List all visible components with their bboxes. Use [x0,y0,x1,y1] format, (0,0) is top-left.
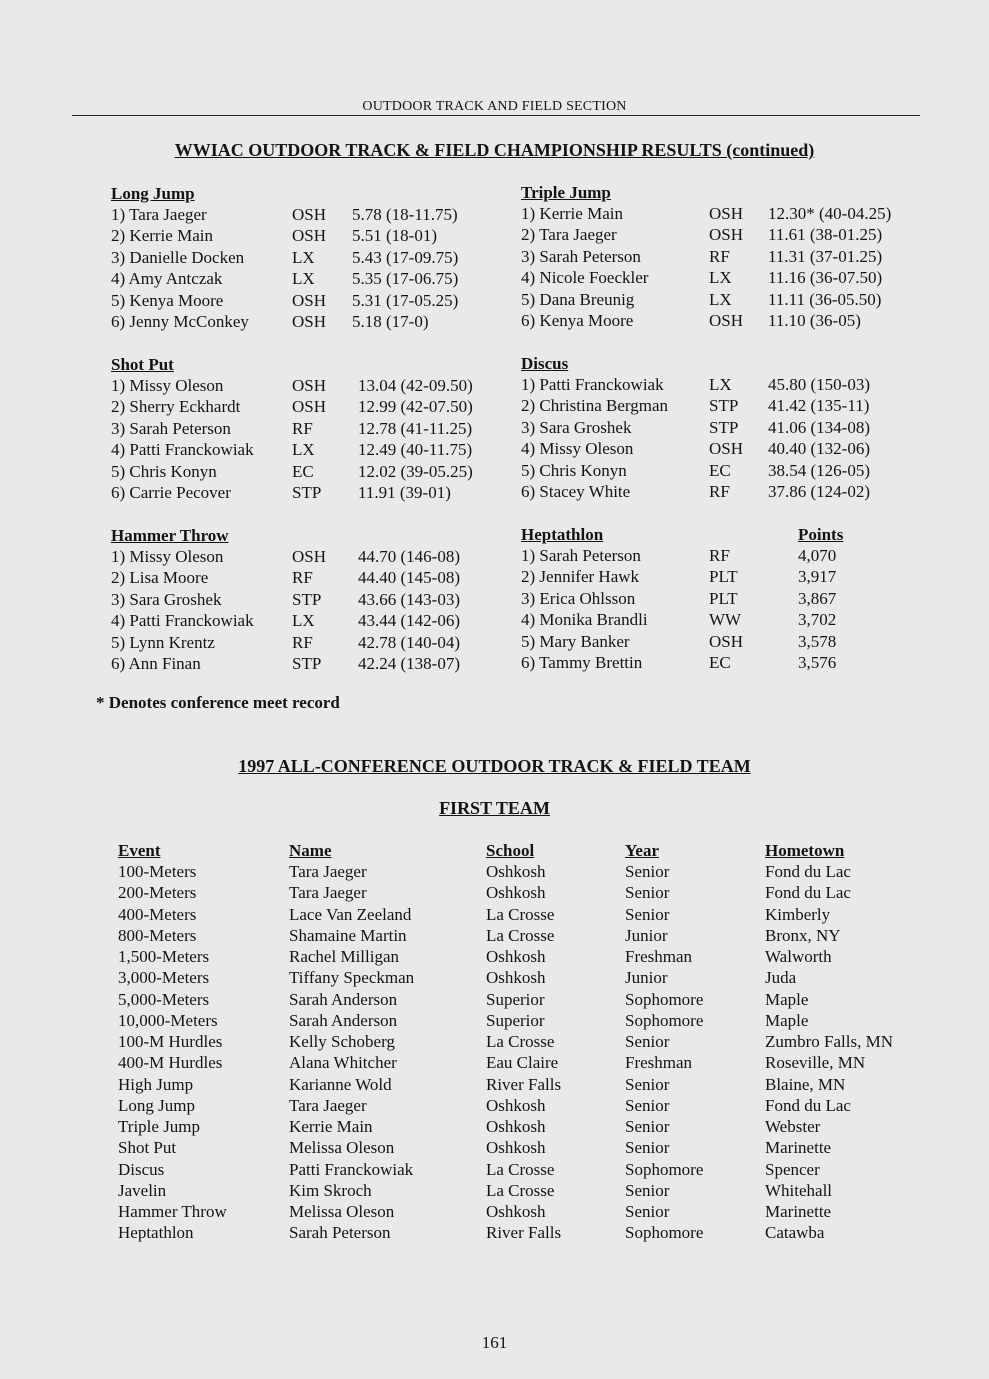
result-row [521,567,921,588]
result-place: 4) Nicole Foeckler [521,268,649,288]
result-row [111,440,511,461]
result-row [521,204,921,225]
result-mark: 11.16 (36-07.50) [768,268,883,288]
result-place: 1) Missy Oleson [111,547,224,566]
cell-hometown: Fond du Lac [765,862,851,881]
cell-year: Senior [625,1180,670,1200]
result-school: RF [709,482,730,501]
result-mark: 11.31 (37-01.25) [768,246,883,266]
cell-school: Oshkosh [486,1138,546,1158]
result-place: 2) Sherry Eckhardt [111,397,241,417]
result-mark: 43.44 (142-06) [358,611,460,631]
triple-jump-heading: Triple Jump [521,183,611,202]
discus-heading: Discus [521,354,569,373]
result-school: RF [292,632,313,652]
table-row [0,862,989,883]
result-mark: 12.30* (40-04.25) [768,204,892,223]
result-mark: 42.24 (138-07) [358,654,460,673]
result-place: 6) Kenya Moore [521,311,634,330]
result-school: STP [292,654,322,673]
result-row [521,375,921,396]
result-row [521,418,921,439]
result-row [521,653,921,674]
result-mark: 12.99 (42-07.50) [358,397,473,417]
result-mark: 5.43 (17-09.75) [352,247,459,267]
cell-name: Kerrie Main [289,1117,373,1136]
result-place: 5) Lynn Krentz [111,632,215,652]
cell-year: Sophomore [625,1010,704,1030]
result-school: OSH [709,311,744,330]
cell-year: Sophomore [625,989,704,1009]
table-row [0,1138,989,1159]
result-place: 2) Lisa Moore [111,568,209,588]
result-school: LX [709,289,732,309]
cell-event: 100-M Hurdles [118,1032,223,1051]
cell-school: Superior [486,1010,545,1030]
record-footnote: * Denotes conference meet record [96,693,340,712]
result-place: 1) Patti Franckowiak [521,375,664,394]
column-header-school: School [486,841,535,860]
cell-hometown: Marinette [765,1202,832,1221]
table-row [0,947,989,968]
result-place: 4) Patti Franckowiak [111,440,254,460]
cell-event: Heptathlon [118,1223,194,1243]
cell-hometown: Walworth [765,947,832,966]
cell-name: Patti Franckowiak [289,1159,414,1179]
result-place: 6) Carrie Pecover [111,483,231,502]
result-mark: 11.11 (36-05.50) [768,289,882,309]
result-mark: 38.54 (126-05) [768,460,870,480]
result-place: 2) Kerrie Main [111,226,213,246]
result-mark: 5.78 (18-11.75) [352,205,458,224]
cell-hometown: Catawba [765,1223,825,1243]
result-mark: 44.40 (145-08) [358,568,460,588]
cell-year: Senior [625,1117,670,1136]
cell-name: Karianne Wold [289,1074,392,1094]
result-place: 2) Christina Bergman [521,396,668,416]
result-mark: 5.35 (17-06.75) [352,269,459,289]
result-mark: 12.02 (39-05.25) [358,461,473,481]
result-row [521,610,921,631]
table-row [0,926,989,947]
result-place: 1) Kerrie Main [521,204,623,223]
result-row [111,312,511,333]
cell-event: Shot Put [118,1138,177,1158]
cell-event: Hammer Throw [118,1202,227,1221]
result-mark: 5.18 (17-0) [352,312,429,331]
cell-year: Junior [625,925,668,945]
result-school: LX [709,268,732,288]
cell-year: Senior [625,883,670,903]
cell-name: Melissa Oleson [289,1138,395,1158]
cell-school: Oshkosh [486,947,546,966]
cell-school: River Falls [486,1074,562,1094]
cell-hometown: Maple [765,1010,809,1030]
cell-name: Tara Jaeger [289,1095,367,1115]
result-place: 4) Amy Antczak [111,269,223,289]
cell-school: Oshkosh [486,862,546,881]
result-mark: 3,578 [798,631,837,651]
section-header: OUTDOOR TRACK AND FIELD SECTION [362,99,627,114]
result-row [521,632,921,653]
cell-hometown: Kimberly [765,904,831,924]
table-row [0,968,989,989]
cell-name: Sarah Anderson [289,1010,398,1030]
shot-put-heading: Shot Put [111,355,174,374]
cell-name: Melissa Oleson [289,1202,395,1221]
cell-school: Eau Claire [486,1053,559,1073]
page-number: 161 [481,1333,508,1352]
result-mark: 5.51 (18-01) [352,226,437,246]
result-row [111,633,511,654]
result-row [111,248,511,269]
cell-name: Sarah Peterson [289,1223,391,1243]
result-mark: 40.40 (132-06) [768,439,870,459]
result-mark: 41.06 (134-08) [768,417,870,437]
cell-school: Oshkosh [486,1202,546,1221]
result-row [111,483,511,504]
cell-year: Senior [625,1095,670,1115]
result-place: 2) Tara Jaeger [521,225,617,245]
result-school: STP [292,483,322,502]
cell-name: Lace Van Zeeland [289,904,412,924]
cell-school: Oshkosh [486,1117,546,1136]
result-row [521,311,921,332]
all-conference-title: 1997 ALL-CONFERENCE OUTDOOR TRACK & FIELD TEAM [238,756,751,776]
cell-school: La Crosse [486,925,555,945]
cell-school: La Crosse [486,1159,555,1179]
result-row [111,269,511,290]
result-mark: 3,702 [798,610,837,630]
result-place: 3) Danielle Docken [111,247,245,267]
result-row [521,589,921,610]
result-place: 5) Kenya Moore [111,290,224,310]
result-mark: 3,917 [798,567,837,587]
result-school: RF [292,418,313,438]
result-place: 6) Stacey White [521,482,631,501]
first-team-heading: FIRST TEAM [439,798,550,818]
result-row [111,462,511,483]
cell-school: Superior [486,989,545,1009]
result-mark: 3,576 [798,653,837,672]
cell-school: La Crosse [486,1180,555,1200]
result-row [111,291,511,312]
cell-hometown: Maple [765,989,809,1009]
result-place: 1) Missy Oleson [111,376,224,395]
result-school: PLT [709,567,738,587]
cell-year: Junior [625,968,668,988]
hammer-throw-heading: Hammer Throw [111,526,229,545]
result-place: 5) Chris Konyn [111,461,217,481]
result-school: LX [292,269,315,289]
column-header-hometown: Hometown [765,841,845,860]
result-school: STP [292,589,322,609]
result-place: 3) Sara Groshek [111,589,222,609]
cell-name: Kelly Schoberg [289,1032,395,1051]
result-school: OSH [292,312,327,331]
result-row [111,419,511,440]
result-mark: 11.10 (36-05) [768,311,861,330]
cell-event: 800-Meters [118,925,197,945]
result-school: WW [709,610,742,630]
table-row [0,1160,989,1181]
result-place: 4) Missy Oleson [521,439,634,459]
result-mark: 44.70 (146-08) [358,547,460,566]
result-mark: 43.66 (143-03) [358,589,460,609]
cell-year: Senior [625,904,670,924]
result-school: OSH [709,439,744,459]
result-school: OSH [292,226,327,246]
result-mark: 12.49 (40-11.75) [358,440,473,460]
result-row [521,396,921,417]
table-row [0,1181,989,1202]
cell-school: Oshkosh [486,883,546,903]
cell-name: Shamaine Martin [289,925,407,945]
table-row [0,1223,989,1244]
table-row [0,1011,989,1032]
table-row [0,1053,989,1074]
result-row [111,547,511,568]
result-row [111,654,511,675]
result-school: OSH [292,290,327,310]
result-row [521,461,921,482]
result-mark: 42.78 (140-04) [358,632,460,652]
cell-hometown: Bronx, NY [765,925,841,945]
page-title: WWIAC OUTDOOR TRACK & FIELD CHAMPIONSHIP RESULTS (continued) [174,140,815,160]
table-row [0,1202,989,1223]
cell-name: Tiffany Speckman [289,968,415,988]
cell-school: Oshkosh [486,1095,546,1115]
cell-year: Sophomore [625,1159,704,1179]
column-header-name: Name [289,841,332,860]
cell-name: Rachel Milligan [289,947,400,966]
column-header-year: Year [625,841,659,860]
result-mark: 3,867 [798,588,837,608]
cell-year: Senior [625,1202,670,1221]
header-divider [72,115,920,116]
result-school: OSH [292,397,327,417]
result-place: 6) Tammy Brettin [521,653,643,672]
cell-year: Freshman [625,947,693,966]
cell-event: 200-Meters [118,883,197,903]
result-row [111,611,511,632]
result-place: 1) Tara Jaeger [111,205,207,224]
result-school: EC [709,460,731,480]
cell-hometown: Blaine, MN [765,1074,846,1094]
points-heading: Points [798,525,844,544]
cell-year: Sophomore [625,1223,704,1243]
cell-year: Senior [625,1138,670,1158]
result-school: LX [709,375,732,394]
result-row [111,568,511,589]
cell-event: 3,000-Meters [118,968,210,988]
cell-school: Oshkosh [486,968,546,988]
result-school: OSH [292,205,327,224]
cell-hometown: Marinette [765,1138,832,1158]
cell-school: River Falls [486,1223,562,1243]
cell-event: 5,000-Meters [118,989,210,1009]
result-row [521,546,921,567]
long-jump-heading: Long Jump [111,184,195,203]
result-place: 5) Chris Konyn [521,460,627,480]
cell-name: Sarah Anderson [289,989,398,1009]
cell-event: Triple Jump [118,1117,201,1136]
cell-school: La Crosse [486,904,555,924]
table-row [0,990,989,1011]
cell-hometown: Juda [765,968,797,988]
cell-event: 400-M Hurdles [118,1053,223,1073]
result-place: 1) Sarah Peterson [521,546,641,565]
cell-event: 400-Meters [118,904,197,924]
cell-event: Discus [118,1159,165,1179]
result-school: STP [709,396,739,416]
result-row [111,226,511,247]
result-school: OSH [709,225,744,245]
result-school: RF [292,568,313,588]
result-mark: 4,070 [798,546,837,565]
cell-event: 1,500-Meters [118,947,210,966]
result-mark: 37.86 (124-02) [768,482,870,501]
cell-year: Senior [625,1074,670,1094]
result-school: LX [292,247,315,267]
cell-event: 10,000-Meters [118,1010,218,1030]
result-school: EC [709,653,731,672]
result-mark: 5.31 (17-05.25) [352,290,459,310]
cell-event: Long Jump [118,1095,195,1115]
result-mark: 11.91 (39-01) [358,483,451,502]
cell-name: Tara Jaeger [289,883,367,903]
cell-hometown: Whitehall [765,1180,833,1200]
result-school: OSH [292,547,327,566]
result-place: 6) Ann Finan [111,654,201,673]
result-place: 5) Mary Banker [521,631,630,651]
result-place: 2) Jennifer Hawk [521,567,640,587]
result-school: LX [292,440,315,460]
result-mark: 13.04 (42-09.50) [358,376,473,395]
table-row [0,1117,989,1138]
cell-name: Alana Whitcher [289,1053,397,1073]
table-row [0,1032,989,1053]
cell-event: Javelin [118,1180,167,1200]
cell-year: Senior [625,1032,670,1051]
result-school: RF [709,246,730,266]
result-row [521,247,921,268]
result-place: 4) Patti Franckowiak [111,611,254,631]
result-place: 3) Sara Groshek [521,417,632,437]
result-school: LX [292,611,315,631]
result-school: PLT [709,588,738,608]
result-school: STP [709,417,739,437]
cell-name: Kim Skroch [289,1180,372,1200]
cell-name: Tara Jaeger [289,862,367,881]
result-place: 4) Monika Brandli [521,610,648,630]
table-row [0,1096,989,1117]
result-place: 3) Sarah Peterson [111,418,231,438]
cell-school: La Crosse [486,1032,555,1051]
heptathlon-heading: Heptathlon [521,525,604,544]
result-row [111,590,511,611]
table-row [0,1075,989,1096]
result-place: 5) Dana Breunig [521,289,635,309]
result-mark: 41.42 (135-11) [768,396,870,416]
cell-event: High Jump [118,1074,194,1094]
result-mark: 11.61 (38-01.25) [768,225,883,245]
table-row [0,905,989,926]
result-row [111,397,511,418]
result-school: OSH [292,376,327,395]
cell-hometown: Fond du Lac [765,883,851,903]
result-row [521,290,921,311]
cell-hometown: Webster [765,1117,821,1136]
cell-hometown: Spencer [765,1159,820,1179]
result-place: 3) Sarah Peterson [521,246,641,266]
result-school: OSH [709,204,744,223]
result-row [521,482,921,503]
cell-year: Freshman [625,1053,693,1073]
result-row [521,439,921,460]
result-place: 3) Erica Ohlsson [521,588,636,608]
cell-event: 100-Meters [118,862,197,881]
result-row [111,205,511,226]
cell-hometown: Zumbro Falls, MN [765,1032,893,1051]
result-school: RF [709,546,730,565]
cell-year: Senior [625,862,670,881]
result-mark: 45.80 (150-03) [768,375,870,394]
result-row [521,268,921,289]
table-row [0,883,989,904]
result-mark: 12.78 (41-11.25) [358,418,473,438]
result-row [111,376,511,397]
cell-hometown: Roseville, MN [765,1053,866,1073]
result-row [521,225,921,246]
result-place: 6) Jenny McConkey [111,312,249,331]
cell-hometown: Fond du Lac [765,1095,851,1115]
column-header-event: Event [118,841,161,860]
result-school: EC [292,461,314,481]
result-school: OSH [709,631,744,651]
